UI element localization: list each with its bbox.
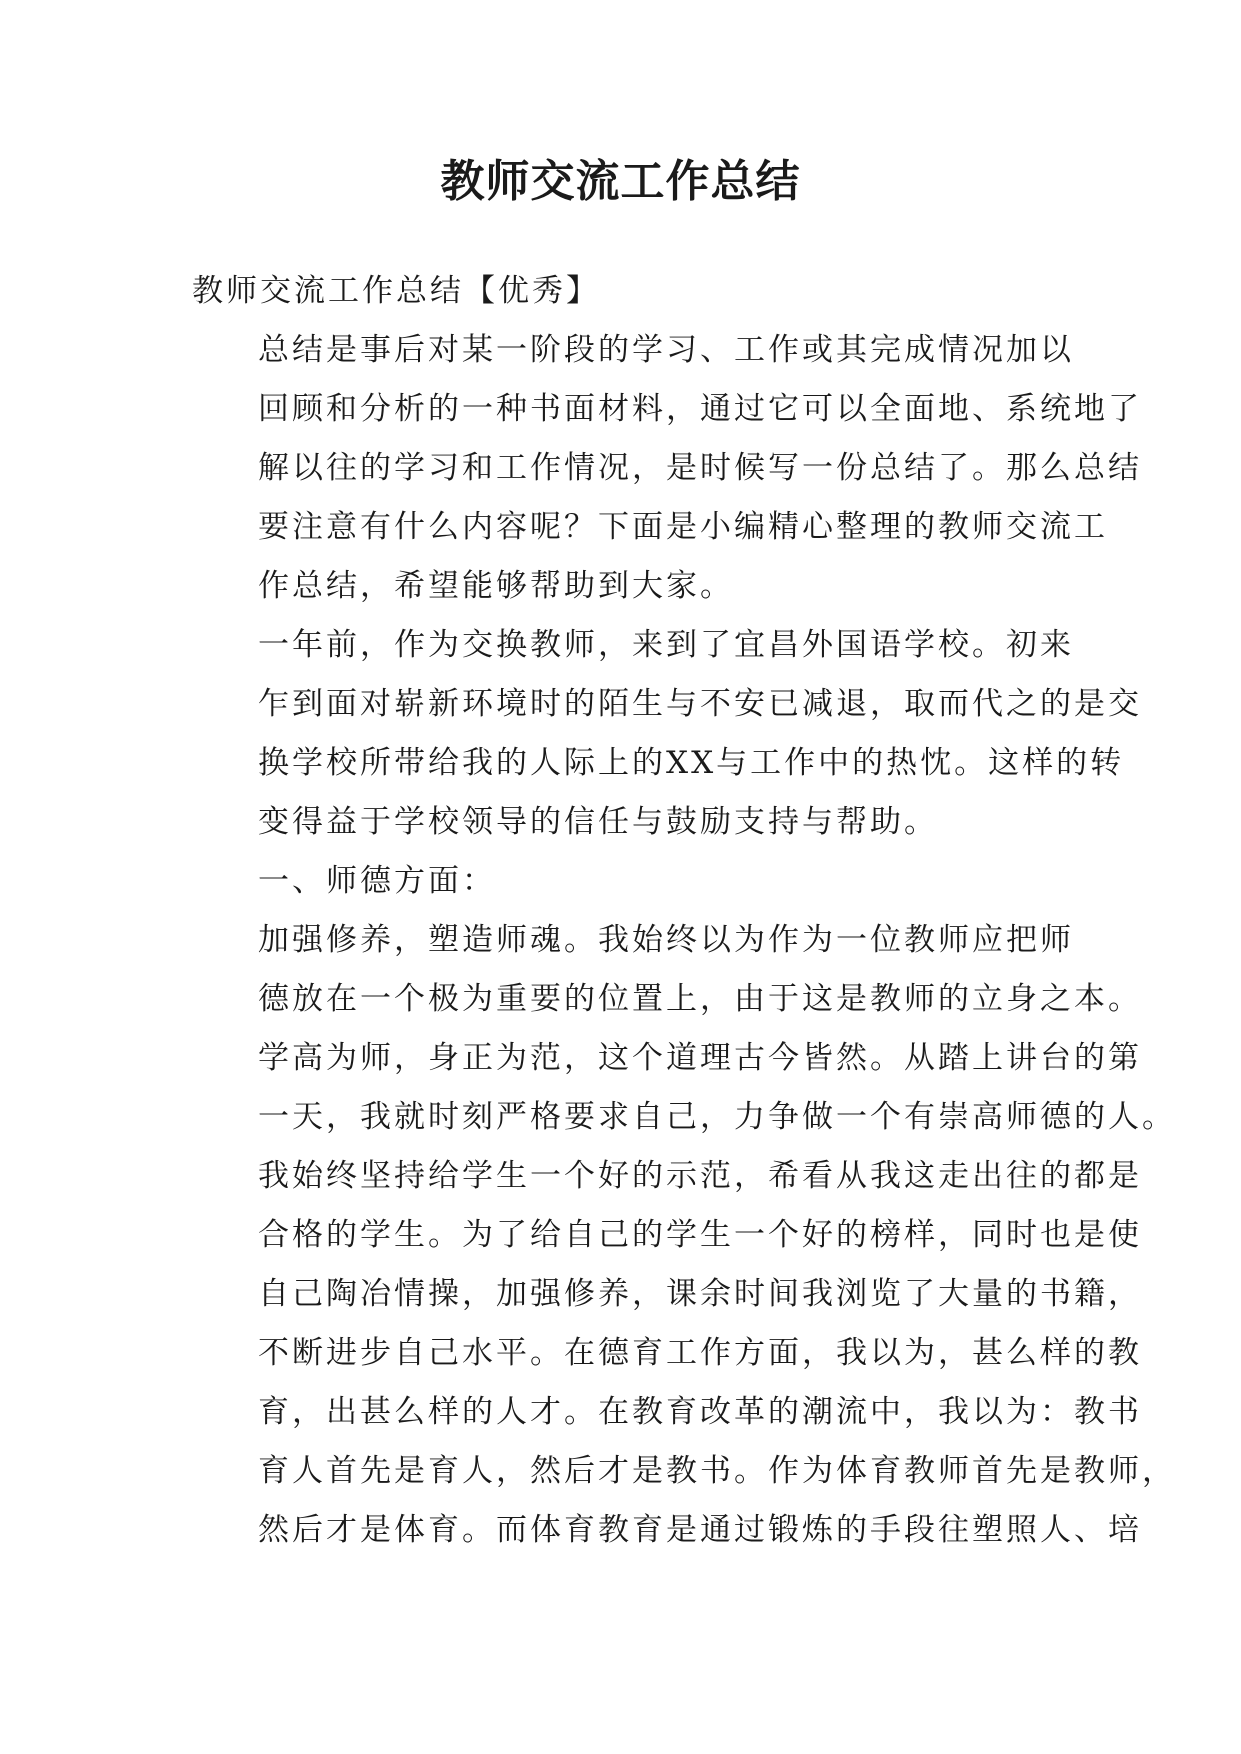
text-line: 解以往的学习和工作情况，是时候写一份总结了。那么总结 — [258, 450, 1142, 486]
document-body — [192, 262, 1176, 1560]
text-line: 变得益于学校领导的信任与鼓励支持与帮助。 — [258, 804, 938, 840]
paragraph-ethics — [192, 911, 1176, 1560]
paragraph-background — [192, 616, 1142, 852]
text-line: 一年前，作为交换教师，来到了宜昌外国语学校。初来 — [258, 627, 1074, 663]
text-line: 一、师德方面： — [258, 863, 496, 899]
text-line: 然后才是体育。而体育教育是通过锻炼的手段往塑照人、培 — [258, 1512, 1142, 1548]
text-line: 教师交流工作总结【优秀】 — [192, 273, 600, 309]
text-line: 作总结，希望能够帮助到大家。 — [258, 568, 734, 604]
text-line: 换学校所带给我的人际上的XX与工作中的热忱。这样的转 — [258, 745, 1125, 781]
text-line: 不断进步自己水平。在德育工作方面，我以为，甚么样的教 — [258, 1335, 1142, 1371]
text-line: 一天，我就时刻严格要求自己，力争做一个有崇高师德的人。 — [258, 1099, 1176, 1135]
paragraph-intro — [192, 321, 1142, 616]
text-line: 合格的学生。为了给自己的学生一个好的榜样，同时也是使 — [258, 1217, 1142, 1253]
text-line: 育人首先是育人，然后才是教书。作为体育教师首先是教师， — [258, 1453, 1176, 1489]
text-line: 回顾和分析的一种书面材料，通过它可以全面地、系统地了 — [258, 391, 1142, 427]
text-line: 自己陶冶情操，加强修养，课余时间我浏览了大量的书籍， — [258, 1276, 1142, 1312]
text-line: 德放在一个极为重要的位置上，由于这是教师的立身之本。 — [258, 981, 1142, 1017]
text-line: 我始终坚持给学生一个好的示范，希看从我这走出往的都是 — [258, 1158, 1142, 1194]
document-title: 教师交流工作总结 — [440, 156, 801, 207]
section-heading-ethics — [192, 852, 1052, 911]
text-line: 总结是事后对某一阶段的学习、工作或其完成情况加以 — [258, 332, 1074, 368]
text-line: 加强修养，塑造师魂。我始终以为作为一位教师应把师 — [258, 922, 1074, 958]
text-line: 要注意有什么内容呢？下面是小编精心整理的教师交流工 — [258, 509, 1108, 545]
text-line: 育，出甚么样的人才。在教育改革的潮流中，我以为：教书 — [258, 1394, 1142, 1430]
text-line: 乍到面对崭新环境时的陌生与不安已减退，取而代之的是交 — [258, 686, 1142, 722]
text-line: 学高为师，身正为范，这个道理古今皆然。从踏上讲台的第 — [258, 1040, 1142, 1076]
document-subtitle — [192, 262, 1052, 321]
